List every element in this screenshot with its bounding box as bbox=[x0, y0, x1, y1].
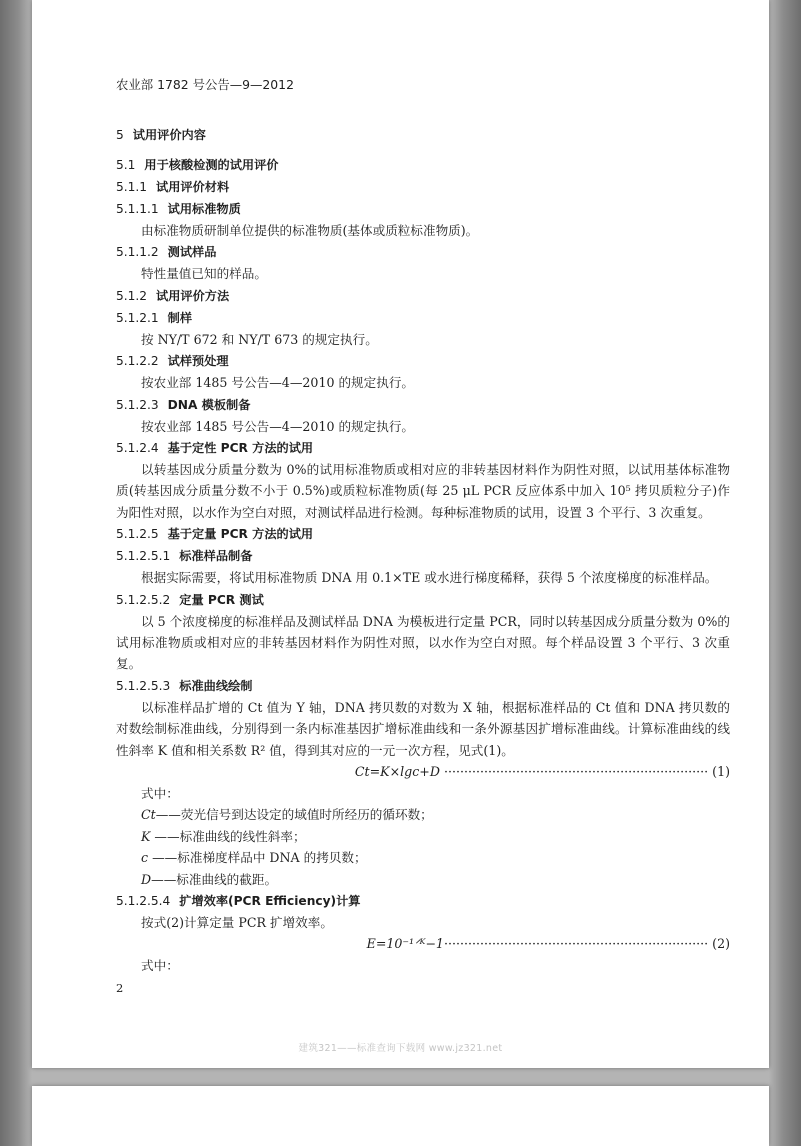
section-title: 标准样品制备 bbox=[179, 549, 253, 564]
heading-5-1-2-4 bbox=[116, 437, 730, 459]
where-label: 式中： bbox=[141, 958, 179, 974]
formula-1 bbox=[116, 761, 730, 783]
document-header: 农业部 1782 号公告—9—2012 bbox=[116, 77, 294, 92]
section-number: 5.1.2.4 bbox=[116, 441, 159, 456]
section-number: 5.1.1.1 bbox=[116, 202, 159, 216]
variable-symbol: c bbox=[141, 850, 149, 866]
section-title: 制样 bbox=[167, 310, 193, 325]
heading-5-1-2-1 bbox=[116, 307, 730, 329]
variable-description: ——标准梯度样品中 DNA 的拷贝数； bbox=[148, 850, 367, 866]
section-number: 5 bbox=[116, 128, 124, 142]
heading-5-1-2 bbox=[116, 285, 730, 307]
heading-5-1-2-5-3 bbox=[116, 675, 730, 697]
heading-5-1-1-2 bbox=[116, 241, 730, 263]
variable-symbol: Ct bbox=[141, 807, 156, 823]
section-number: 5.1.2.5 bbox=[116, 527, 159, 542]
section-number: 5.1.2.5.3 bbox=[116, 678, 171, 693]
paragraph: 特性量值已知的样品。 bbox=[141, 266, 267, 282]
variable-description: ——标准曲线的截距。 bbox=[151, 871, 278, 887]
page-content bbox=[116, 74, 730, 999]
formula-leader-dots: ·································································· bbox=[439, 764, 713, 780]
section-number: 5.1.2 bbox=[116, 288, 148, 303]
heading-5-1-2-2 bbox=[116, 350, 730, 372]
variable-list bbox=[116, 783, 730, 890]
section-title: 试用评价内容 bbox=[132, 128, 206, 142]
paragraph: 按农业部 1485 号公告—4—2010 的规定执行。 bbox=[141, 418, 415, 434]
formula-expression: Ct=K×lgc+D bbox=[354, 764, 440, 780]
variable-item bbox=[141, 804, 730, 825]
section-title: DNA 模板制备 bbox=[167, 397, 251, 412]
where-label: 式中： bbox=[141, 786, 179, 802]
heading-5-1-2-5-1 bbox=[116, 545, 730, 567]
formula-leader-dots: ·································································· bbox=[443, 936, 713, 952]
heading-5-1 bbox=[116, 154, 730, 176]
document-page bbox=[32, 0, 769, 1068]
variable-item bbox=[141, 826, 730, 847]
section-title: 试用评价材料 bbox=[156, 180, 230, 194]
section-number: 5.1.2.5.1 bbox=[116, 549, 171, 564]
paragraph: 根据实际需要，将试用标准物质 DNA 用 0.1×TE 或水进行梯度稀释，获得 5 个浓度梯度的标准样品。 bbox=[141, 570, 718, 586]
formula-expression: E=10⁻¹ᐟᴷ−1 bbox=[366, 936, 444, 952]
section-number: 5.1.2.2 bbox=[116, 354, 159, 369]
watermark: 建筑321——标准查询下载网 www.jz321.net bbox=[298, 1043, 503, 1054]
section-title: 扩增效率(PCR Efficiency)计算 bbox=[179, 894, 361, 909]
next-page-preview bbox=[32, 1086, 769, 1146]
paragraph: 由标准物质研制单位提供的标准物质(基体或质粒标准物质)。 bbox=[141, 223, 479, 238]
heading-5 bbox=[116, 124, 730, 146]
section-number: 5.1.2.5.4 bbox=[116, 894, 171, 909]
formula-2 bbox=[116, 933, 730, 955]
section-title: 标准曲线绘制 bbox=[179, 678, 253, 693]
paragraph: 以转基因成分质量分数为 0%的试用标准物质或相对应的非转基因材料作为阴性对照，以试用基体标准物质(转基因成分质量分数不小于 0.5%)或质粒标准物质(每 25 μL PCR 反应体系中加入 10⁵ 拷贝质粒分子)作为阳性对照，以水作为空白对照，对测试样品进行检测。每种标准物质的试用，设置 3 个平行、3 次重复。 bbox=[116, 462, 730, 520]
section-title: 定量 PCR 测试 bbox=[179, 592, 264, 607]
section-title: 用于核酸检测的试用评价 bbox=[144, 158, 279, 172]
section-title: 基于定量 PCR 方法的试用 bbox=[167, 527, 314, 542]
paragraph: 按 NY/T 672 和 NY/T 673 的规定执行。 bbox=[141, 331, 378, 347]
formula-number: (1) bbox=[712, 764, 730, 780]
section-number: 5.1.2.3 bbox=[116, 397, 159, 412]
variable-item bbox=[141, 869, 730, 890]
variable-item bbox=[141, 847, 730, 868]
section-title: 测试样品 bbox=[167, 245, 217, 260]
paragraph: 按农业部 1485 号公告—4—2010 的规定执行。 bbox=[141, 375, 415, 391]
variable-list-2 bbox=[116, 955, 730, 976]
heading-5-1-2-5 bbox=[116, 523, 730, 545]
section-number: 5.1.2.1 bbox=[116, 310, 159, 325]
heading-5-1-1 bbox=[116, 176, 730, 198]
variable-description: ——标准曲线的线性斜率； bbox=[150, 828, 306, 844]
section-number: 5.1.2.5.2 bbox=[116, 592, 171, 607]
section-number: 5.1.1.2 bbox=[116, 245, 159, 260]
section-title: 试用标准物质 bbox=[167, 202, 241, 216]
page-number: 2 bbox=[116, 980, 124, 995]
heading-5-1-2-3 bbox=[116, 394, 730, 416]
heading-5-1-2-5-4 bbox=[116, 890, 730, 912]
paragraph: 以 5 个浓度梯度的标准样品及测试样品 DNA 为模板进行定量 PCR，同时以转基因成分质量分数为 0%的试用标准物质或相对应的非转基因材料作为阴性对照，以水作为空白对照。每个样品设置 3 个平行、3 次重复。 bbox=[116, 613, 730, 672]
variable-symbol: D bbox=[141, 871, 152, 887]
paragraph: 以标准样品扩增的 Ct 值为 Y 轴，DNA 拷贝数的对数为 X 轴，根据标准样品的 Ct 值和 DNA 拷贝数的对数绘制标准曲线，分别得到一条内标准基因扩增标准曲线和一条外源基因扩增标准曲线。计算标准曲线的线性斜率 K 值和相关系数 R² 值，得到其对应的一元一次方程，见式(1)。 bbox=[116, 699, 730, 758]
paragraph: 按式(2)计算定量 PCR 扩增效率。 bbox=[141, 915, 333, 931]
section-number: 5.1 bbox=[116, 158, 136, 172]
heading-5-1-1-1 bbox=[116, 198, 730, 220]
variable-description: ——荧光信号到达设定的域值时所经历的循环数； bbox=[155, 807, 433, 823]
variable-symbol: K bbox=[141, 828, 151, 844]
section-title: 试用评价方法 bbox=[156, 288, 230, 303]
section-title: 基于定性 PCR 方法的试用 bbox=[167, 441, 314, 456]
formula-number: (2) bbox=[712, 936, 730, 952]
section-title: 试样预处理 bbox=[167, 354, 229, 369]
heading-5-1-2-5-2 bbox=[116, 589, 730, 611]
section-number: 5.1.1 bbox=[116, 180, 148, 194]
